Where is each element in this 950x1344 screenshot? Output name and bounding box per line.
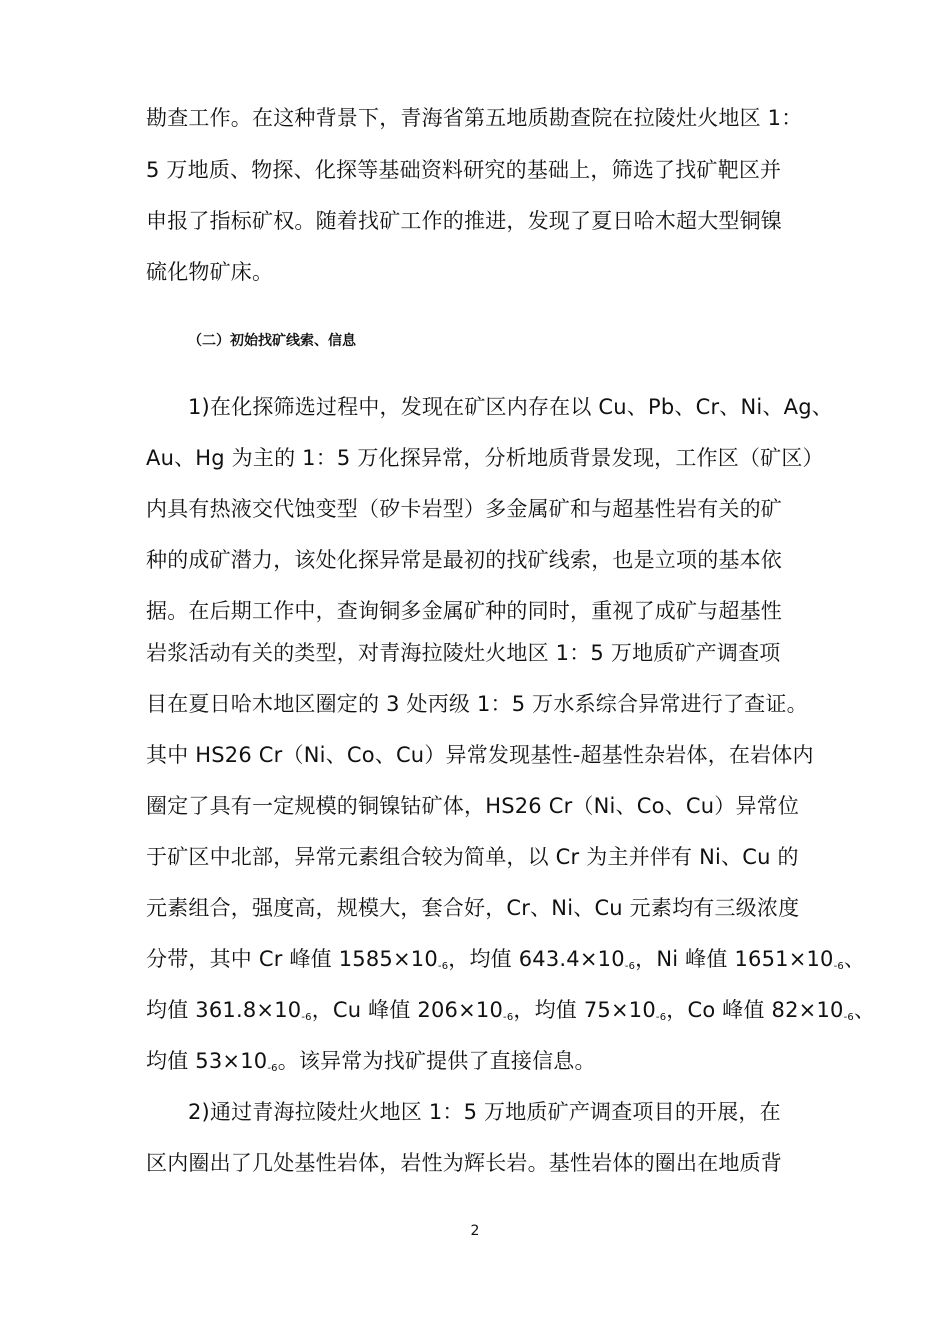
stats-text: ，Co 峰值 82×10 — [666, 998, 844, 1022]
stats-text: 均值 53×10 — [146, 1049, 268, 1073]
exponent: -6 — [437, 961, 449, 972]
exponent: -6 — [624, 961, 636, 972]
exponent: -6 — [503, 1012, 514, 1023]
stats-text: ，均值 643.4×10 — [448, 947, 625, 971]
exponent: -6 — [833, 961, 844, 972]
p1-line-1: 1)在化探筛选过程中，发现在矿区内存在以 Cu、Pb、Cr、Ni、Ag、 — [188, 395, 833, 419]
p1-line-10: 于矿区中北部，异常元素组合较为简单，以 Cr 为主并伴有 Ni、Cu 的 — [146, 845, 799, 869]
exponent: -6 — [301, 1012, 312, 1023]
exponent: -6 — [655, 1012, 667, 1023]
stats-text: ，Ni 峰值 1651×10 — [635, 947, 834, 971]
stats-text: 。该异常为找矿提供了直接信息。 — [277, 1049, 596, 1073]
stats-text: 均值 361.8×10 — [146, 998, 302, 1022]
p1-line-6: 岩浆活动有关的类型，对青海拉陵灶火地区 1：5 万地质矿产调查项 — [146, 641, 781, 665]
stats-text: ，Cu 峰值 206×10 — [311, 998, 504, 1022]
p1-line-8: 其中 HS26 Cr（Ni、Co、Cu）异常发现基性-超基性杂岩体，在岩体内 — [146, 743, 814, 767]
p1-line-2: Au、Hg 为主的 1：5 万化探异常，分析地质背景发现，工作区（矿区） — [146, 446, 824, 470]
p1-stats-line-3 — [146, 1046, 826, 1076]
p1-line-4: 种的成矿潜力，该处化探异常是最初的找矿线索，也是立项的基本依 — [146, 548, 782, 572]
p1-line-7: 目在夏日哈木地区圈定的 3 处丙级 1：5 万水系综合异常进行了查证。 — [146, 692, 808, 716]
intro-line-3: 申报了指标矿权。随着找矿工作的推进，发现了夏日哈木超大型铜镍 — [146, 209, 782, 233]
p1-stats-line-2 — [146, 995, 876, 1025]
p1-line-3: 内具有热液交代蚀变型（矽卡岩型）多金属矿和与超基性岩有关的矿 — [146, 497, 782, 521]
p2-line-2: 区内圈出了几处基性岩体，岩性为辉长岩。基性岩体的圈出在地质背 — [146, 1151, 782, 1175]
stats-text: 分带，其中 Cr 峰值 1585×10 — [146, 947, 438, 971]
stats-text: ，均值 75×10 — [513, 998, 656, 1022]
intro-line-2: 5 万地质、物探、化探等基础资料研究的基础上，筛选了找矿靶区并 — [146, 158, 782, 182]
p1-line-5: 据。在后期工作中，查询铜多金属矿种的同时，重视了成矿与超基性 — [146, 599, 782, 623]
page-number: 2 — [470, 1223, 480, 1239]
stats-text: 、 — [853, 998, 876, 1022]
p1-line-11: 元素组合，强度高，规模大，套合好，Cr、Ni、Cu 元素均有三级浓度 — [146, 896, 800, 920]
exponent: -6 — [267, 1063, 278, 1074]
p1-line-9: 圈定了具有一定规模的铜镍钴矿体，HS26 Cr（Ni、Co、Cu）异常位 — [146, 794, 800, 818]
exponent: -6 — [843, 1012, 854, 1023]
p2-line-1: 2)通过青海拉陵灶火地区 1：5 万地质矿产调查项目的开展，在 — [188, 1100, 781, 1124]
intro-line-1: 勘查工作。在这种背景下，青海省第五地质勘查院在拉陵灶火地区 1： — [146, 106, 803, 130]
p1-stats-line-1 — [146, 944, 866, 974]
section-heading: （二）初始找矿线索、信息 — [188, 333, 356, 349]
intro-line-4: 硫化物矿床。 — [146, 260, 274, 284]
stats-text: 、 — [844, 947, 866, 971]
